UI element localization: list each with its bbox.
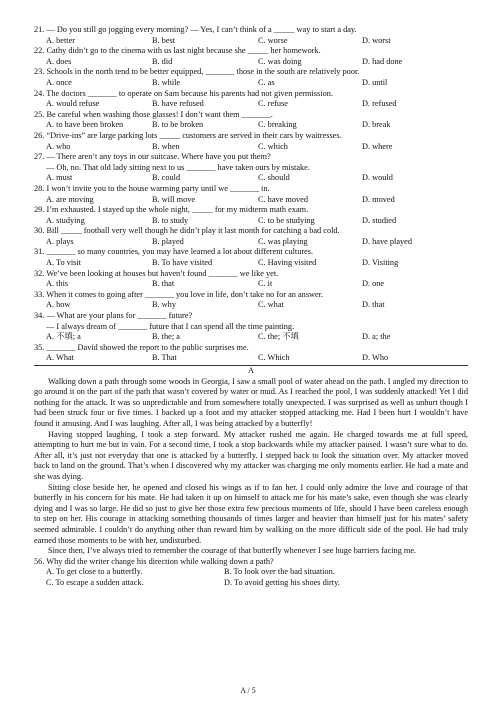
question-item <box>34 152 468 184</box>
option-b: B. that <box>152 279 175 289</box>
option-d: D. a; the <box>362 332 391 342</box>
option-d: D. Visiting <box>362 258 399 268</box>
option-row <box>34 99 468 110</box>
option-c: C. it <box>258 279 273 289</box>
option-a: A. 不填; a <box>46 332 81 342</box>
option-a: A. how <box>46 300 71 310</box>
option-row <box>34 237 468 248</box>
question-item <box>34 269 468 290</box>
option-d: D. would <box>362 173 393 183</box>
passage-paragraph: Having stopped laughing, I took a step forward. My attacker rushed me again. He charged towards me at full speed, attempting to hurt me but in vain. For a second time, I took a stop backwards while my attacker paused. I wasn’t sure what to do. After all, it’s just not everyday that one is attacked by a butterfly. I stepped back to look the situation over. My attacker moved back to land on the ground. That’s when I discovered why my attacker was charging me only moments earlier. He had a mate and she was dying. <box>34 429 468 481</box>
option-row <box>34 279 468 290</box>
question-stem: 28. I won’t invite you to the house warming party until we _______ in. <box>34 183 270 193</box>
exam-content <box>34 25 468 588</box>
option-row <box>34 332 468 343</box>
option-c: C. have moved <box>258 194 309 204</box>
option-a: A. better <box>46 35 76 45</box>
option-b: B. while <box>152 77 181 87</box>
option-d: D. that <box>362 300 385 310</box>
option-a: A. does <box>46 56 72 66</box>
question-stem: 56. Why did the writer change his direction while walking down a path? <box>34 556 274 566</box>
question-stem: 21. — Do you still go jogging every morning? — Yes, I can’t think of a _____ way to start a day. <box>34 25 357 34</box>
option-row <box>34 36 468 47</box>
question-item <box>34 110 468 131</box>
option-c: C. refuse <box>258 99 288 109</box>
option-b: B. to study <box>152 215 189 225</box>
option-b: B. To look over the bad situation. <box>224 567 335 577</box>
option-c: C. worse <box>258 35 288 45</box>
question-item <box>34 25 468 46</box>
option-b: B. To have visited <box>152 258 213 268</box>
question-item <box>34 131 468 152</box>
option-d: D. To avoid getting his shoes dirty. <box>224 577 340 587</box>
option-row <box>34 173 468 184</box>
option-c: C. should <box>258 173 290 183</box>
question-item <box>34 184 468 205</box>
option-a: A. once <box>46 77 72 87</box>
option-a: A. must <box>46 173 73 183</box>
option-c: C. which <box>258 141 288 151</box>
question-stem: 26. “Drive-ins” are large parking lots _____ customers are served in their cars by waitresses. <box>34 130 342 140</box>
option-c: C. as <box>258 77 275 87</box>
option-c: C. was doing <box>258 56 302 66</box>
question-item <box>34 67 468 88</box>
option-d: D. Who <box>362 353 389 363</box>
section-title: A <box>34 365 468 377</box>
option-a: A. this <box>46 279 69 289</box>
option-d: D. worst <box>362 35 391 45</box>
option-c: C. Having visited <box>258 258 317 268</box>
option-d: D. studied <box>362 215 397 225</box>
option-row <box>34 578 468 589</box>
option-row <box>34 57 468 68</box>
option-row <box>34 120 468 131</box>
option-b: B. when <box>152 141 180 151</box>
option-c: C. was playing <box>258 236 308 246</box>
passage-paragraph: Sitting close beside her, he opened and closed his wings as if to fan her. I could only admire the love and courage of that butterfly in his concern for his mate. He had taken it up on himself to attack me for his mate’s sake, even though she was clearly dying and I was so large. He did so just to give her those extra few precious moments of life, should I have been careless enough to step on her. His courage in attacking something thousands of times larger and heavier than himself just for his mates’ safety seemed admirable. I couldn’t do anything other than reward him by walking on the more difficult side of the pool. He had truly earned those moments to be with her, undisturbed. <box>34 482 468 545</box>
question-item <box>34 89 468 110</box>
option-row <box>34 258 468 269</box>
option-a: A. What <box>46 353 74 363</box>
option-d: D. until <box>362 77 388 87</box>
option-c: C. To escape a sudden attack. <box>46 577 144 587</box>
reading-passage <box>34 377 468 557</box>
question-stem: 25. Be careful when washing those glasses! I don’t want them _______. <box>34 109 273 119</box>
question-stem: 31. _______ so many countries, you may have learned a lot about different cultures. <box>34 247 314 257</box>
option-row <box>34 195 468 206</box>
option-b: B. That <box>152 353 177 363</box>
option-b: B. to be broken <box>152 120 204 130</box>
option-d: D. have played <box>362 236 412 246</box>
option-d: D. break <box>362 120 391 130</box>
option-b: B. have refused <box>152 99 204 109</box>
question-item <box>34 226 468 247</box>
question-stem: 35. _______ David showed the report to the public surprises me. <box>34 342 249 352</box>
question-reply: — Oh, no. That old lady sitting next to us _______ have taken ours by mistake. <box>46 162 310 172</box>
option-b: B. played <box>152 236 184 246</box>
question-stem: 33. When it comes to going after _______ you love in life, don’t take no for an answer. <box>34 289 324 299</box>
question-stem: 23. Schools in the north tend to be better equipped, _______ those in the south are relatively poor. <box>34 67 360 77</box>
question-stem: 29. I’m exhausted. I stayed up the whole night, _____ for my midterm math exam. <box>34 205 309 215</box>
option-row <box>34 353 468 364</box>
question-item <box>34 205 468 226</box>
question-item <box>34 343 468 364</box>
question-stem: 32. We’ve been looking at houses but haven’t found _______ we like yet. <box>34 268 279 278</box>
passage-paragraph: Since then, I’ve always tried to remember the courage of that butterfly whenever I see huge barriers facing me. <box>48 546 417 556</box>
question-list <box>34 25 468 364</box>
question-reply: — I always dream of _______ future that I can spend all the time painting. <box>46 321 295 331</box>
option-d: D. where <box>362 141 393 151</box>
option-b: B. will move <box>152 194 196 204</box>
option-c: C. to be studying <box>258 215 315 225</box>
option-b: B. why <box>152 300 176 310</box>
option-d: D. refused <box>362 99 397 109</box>
option-row <box>34 142 468 153</box>
option-d: D. one <box>362 279 385 289</box>
option-a: A. To get close to a butterfly. <box>46 567 143 577</box>
option-row <box>34 216 468 227</box>
option-a: A. who <box>46 141 71 151</box>
option-a: A. To visit <box>46 258 81 268</box>
passage-paragraph: Walking down a path through some woods in Georgia, I saw a small pool of water ahead on the path. I angled my direction to go around it on the part of the path that wasn’t covered by water or mud. As I reached the pool, I was suddenly attacked! Yet I did nothing for the attack. It was so unpredictable and from somewhere totally unexpected. I was surprised as well as unhurt though I had been struck four or five times. I backed up a foot and my attacker stopped attacking me. Had I been hurt I wouldn’t have found it amusing. And I was laughing. After all, I was being attacked by a butterfly! <box>34 376 468 428</box>
question-stem: 34. — What are your plans for _______ future? <box>34 311 193 321</box>
option-row <box>34 300 468 311</box>
option-a: A. studying <box>46 215 85 225</box>
question-stem: 30. Bill _____ football very well though he didn’t play it last month for catching a bad cold. <box>34 226 340 236</box>
question-item <box>34 290 468 311</box>
question-item <box>34 247 468 268</box>
option-d: D. moved <box>362 194 395 204</box>
question-stem: 24. The doctors _______ to operate on Sam because his parents had not given permission. <box>34 88 333 98</box>
option-d: D. had done <box>362 56 403 66</box>
option-b: B. did <box>152 56 173 66</box>
option-a: A. to have been broken <box>46 120 124 130</box>
option-row <box>34 567 468 578</box>
question-item <box>34 46 468 67</box>
option-c: C. breaking <box>258 120 297 130</box>
option-c: C. what <box>258 300 284 310</box>
option-b: B. could <box>152 173 181 183</box>
question-stem: 22. Cathy didn’t go to the cinema with us last night because she _____ her homework. <box>34 46 321 56</box>
option-a: A. plays <box>46 236 74 246</box>
question-56 <box>34 557 468 589</box>
question-item <box>34 311 468 343</box>
page-footer: A / 5 <box>240 686 256 695</box>
question-stem: 27. — There aren’t any toys in our suitcase. Where have you put them? <box>34 152 271 162</box>
option-row <box>34 78 468 89</box>
option-b: B. best <box>152 35 176 45</box>
option-a: A. would refuse <box>46 99 100 109</box>
option-c: C. the; 不填 <box>258 332 299 342</box>
option-c: C. Which <box>258 353 290 363</box>
option-b: B. the; a <box>152 332 180 342</box>
option-a: A. are moving <box>46 194 94 204</box>
